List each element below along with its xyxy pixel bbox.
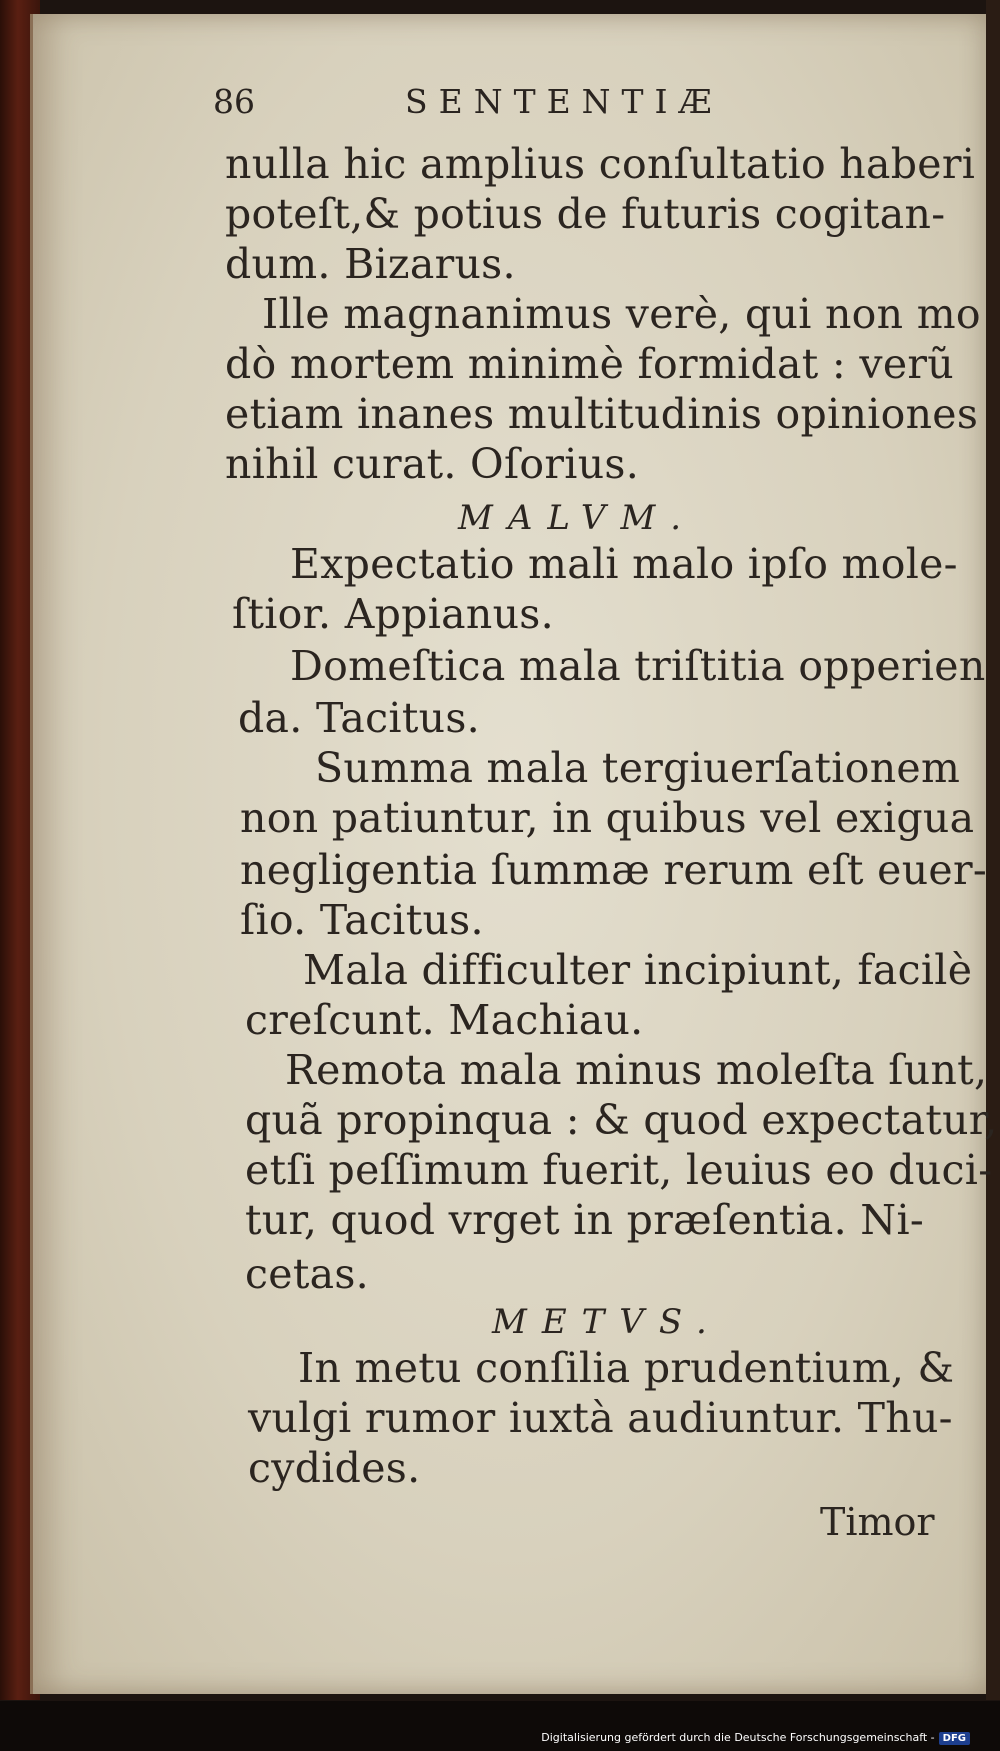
text-line: negligentia ſummæ rerum eſt euer- xyxy=(240,846,988,894)
text-line: Ille magnanimus verè, qui non mo xyxy=(262,290,981,338)
text-line: In metu conſilia prudentium, & xyxy=(298,1344,955,1392)
text-line: Remota mala minus moleſta ſunt, xyxy=(285,1046,988,1094)
text-line: tur, quod vrget in præſentia. Ni- xyxy=(245,1196,925,1244)
text-line: dò mortem minimè formidat : verũ xyxy=(225,340,954,388)
text-line: etſi peſſimum fuerit, leuius eo duci- xyxy=(245,1146,993,1194)
text-line: dum. Bizarus. xyxy=(225,240,516,288)
text-line: nihil curat. Oſorius. xyxy=(225,440,640,488)
text-line: non patiuntur, in quibus vel exigua xyxy=(240,794,975,842)
digitization-credit xyxy=(541,1731,970,1745)
text-line: Domeſtica mala triſtitia opperien xyxy=(290,642,986,690)
credit-text: Digitalisierung gefördert durch die Deutsche Forschungsgemeinschaft - xyxy=(541,1731,935,1744)
text-line: vulgi rumor iuxtà audiuntur. Thu- xyxy=(248,1394,953,1442)
text-line: da. Tacitus. xyxy=(238,694,480,742)
section-heading-malum: MALVM. xyxy=(458,498,697,538)
page-number: 86 xyxy=(213,82,255,121)
text-line: poteſt,& potius de futuris cogitan- xyxy=(225,190,946,238)
text-line: ſtior. Appianus. xyxy=(232,590,554,638)
catchword: Timor xyxy=(820,1500,935,1544)
text-line: Summa mala tergiuerſationem xyxy=(315,744,961,792)
section-heading-metus: METVS. xyxy=(492,1302,722,1342)
page-edge xyxy=(986,0,1000,1700)
text-line: ſio. Tacitus. xyxy=(240,896,484,944)
text-line: Expectatio mali malo ipſo mole- xyxy=(290,540,958,588)
dfg-logo: DFG xyxy=(939,1732,970,1745)
text-line: quã propinqua : & quod expectatur, xyxy=(245,1096,998,1144)
running-title: SENTENTIÆ xyxy=(405,82,723,121)
text-line: nulla hic amplius conſultatio haberi xyxy=(225,140,976,188)
text-line: etiam inanes multitudinis opiniones xyxy=(225,390,979,438)
text-line: Mala difficulter incipiunt, facilè xyxy=(303,946,973,994)
text-line: cydides. xyxy=(248,1444,421,1492)
text-line: cetas. xyxy=(245,1250,370,1298)
text-line: creſcunt. Machiau. xyxy=(245,996,644,1044)
